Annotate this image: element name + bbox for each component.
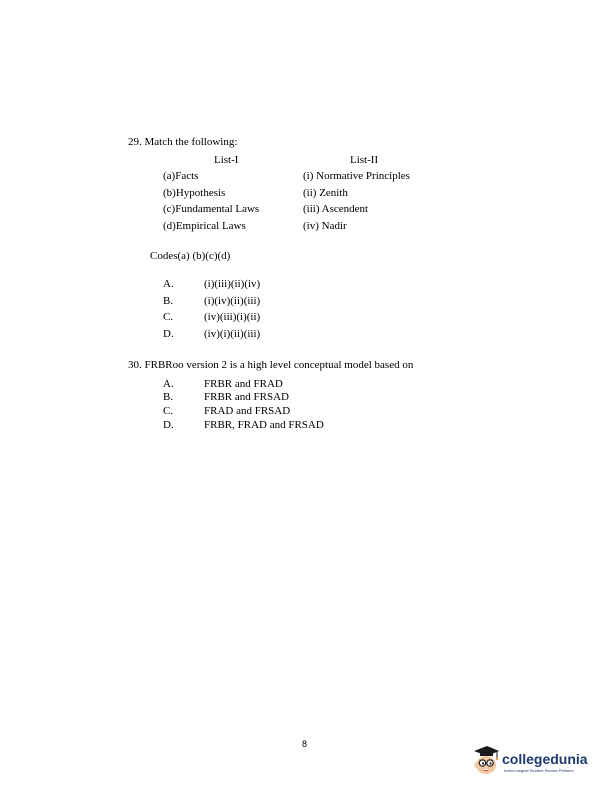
question-30-text: 30. FRBRoo version 2 is a high level conceptual model based on <box>128 359 414 371</box>
list-1-item: (b)Hypothesis <box>163 187 226 199</box>
list-2-header: List-II <box>350 154 379 166</box>
option-letter: B. <box>163 295 174 307</box>
option-text: FRBR, FRAD and FRSAD <box>204 419 324 431</box>
option-letter: D. <box>163 419 174 431</box>
option-text: (i)(iv)(ii)(iii) <box>204 295 261 307</box>
option-letter: D. <box>163 328 174 340</box>
page-number: 8 <box>302 739 308 749</box>
option-text: (i)(iii)(ii)(iv) <box>204 278 261 290</box>
logo-wordmark: collegedunia <box>502 751 588 767</box>
option-text: (iv)(i)(ii)(iii) <box>204 328 261 340</box>
list-1-item: (d)Empirical Laws <box>163 220 246 232</box>
option-letter: B. <box>163 391 174 403</box>
codes-label: Codes(a) (b)(c)(d) <box>150 250 231 262</box>
list-1-item: (a)Facts <box>163 170 199 182</box>
list-1-item: (c)Fundamental Laws <box>163 203 260 215</box>
option-text: (iv)(iii)(i)(ii) <box>204 311 261 323</box>
list-2-item: (ii) Zenith <box>303 187 348 199</box>
option-text: FRBR and FRSAD <box>204 391 289 403</box>
option-letter: C. <box>163 405 174 417</box>
option-letter: C. <box>163 311 174 323</box>
logo-tagline: India's largest Student Review Platform <box>504 768 574 773</box>
graduate-mascot-icon <box>470 744 500 776</box>
list-2-item: (iv) Nadir <box>303 220 347 232</box>
option-text: FRAD and FRSAD <box>204 405 291 417</box>
question-29-text: 29. Match the following: <box>128 136 238 148</box>
list-2-item: (iii) Ascendent <box>303 203 369 215</box>
option-letter: A. <box>163 278 174 290</box>
option-letter: A. <box>163 378 174 390</box>
list-1-header: List-I <box>214 154 239 166</box>
option-text: FRBR and FRAD <box>204 378 283 390</box>
list-2-item: (i) Normative Principles <box>303 170 410 182</box>
